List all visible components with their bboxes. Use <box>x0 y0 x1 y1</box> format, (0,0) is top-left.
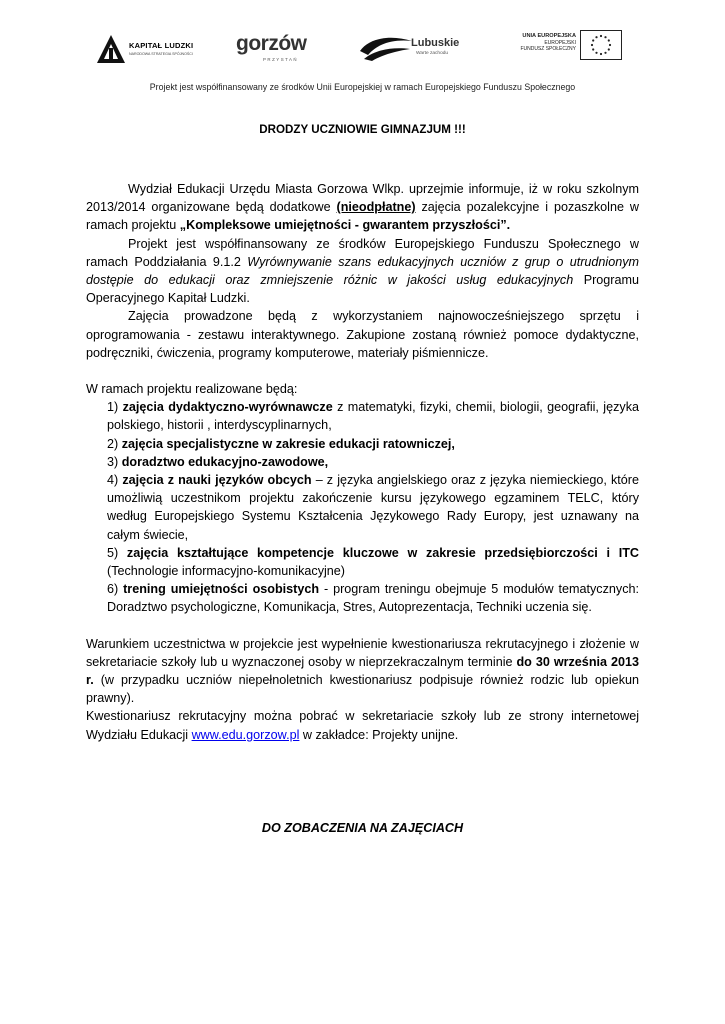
participation-conditions <box>86 635 639 708</box>
closing-line: DO ZOBACZENIA NA ZAJĘCIACH <box>261 821 464 835</box>
item-details: – z języka angielskiego oraz z języka niemieckiego, które umożliwią uczestnikom projektu zakończenie kursu językowego egzaminem TELC, który według Europejskiego Systemu Kształcenia Językowego Rady Europy, jest uznawany na całym świecie, <box>107 473 640 542</box>
list-item <box>86 580 639 616</box>
intro-text-a: Wydział Edukacji Urzędu Miasta Gorzowa Wlkp. uprzejmie informuje, iż w roku szkolnym 2013/2014 organizowane będą dodatkowe <box>86 182 639 215</box>
unia-line3: FUNDUSZ SPOŁECZNY <box>520 46 576 53</box>
list-item <box>86 471 639 544</box>
gorzow-title: gorzów <box>236 32 307 55</box>
conditions-text-c: (w przypadku uczniów niepełnoletnich kwestionariusz podpisuje również rodzic lub opiekun prawny). <box>86 673 639 706</box>
funding-paragraph <box>86 235 639 308</box>
conditions-text-a: Warunkiem uczestnictwa w projekcie jest wypełnienie kwestionariusza rekrutacyjnego i złożenie w sekretariacie szkoły lub u wyznaczonej osoby w nieprzekraczalnym terminie <box>86 636 639 669</box>
item-number: 2) <box>107 436 122 451</box>
equipment-paragraph: Zajęcia prowadzone będą z wykorzystaniem najnowocześniejszego sprzętu i oprogramowania - zestawu interaktywnego. Zakupione zostaną również pomoce dydaktyczne, podręczniki, ćwiczenia, programy komputerowe, materiały piśmiennicze. <box>86 309 639 360</box>
item-title: zajęcia z nauki języków obcych <box>122 473 312 488</box>
item-details: - program treningu obejmuje 5 modułów tematycznych: Doradztwo psychologiczne, Komunikacja, Stres, Autoprezentacja, Techniki uczenia się. <box>107 582 639 615</box>
document-body <box>86 180 639 744</box>
eu-flag-icon <box>580 30 622 60</box>
page-title: DRODZY UCZNIOWIE GIMNAZJUM !!! <box>259 123 466 136</box>
lubuskie-title: Lubuskie <box>411 37 460 49</box>
kapital-ludzki-emblem-icon <box>96 34 126 64</box>
funding-text-a: Projekt jest współfinansowany ze środków Europejskiego Funduszu Społecznego w ramach Poddziałania 9.1.2 <box>86 236 639 269</box>
download-text-a: Kwestionariusz rekrutacyjny można pobrać w sekretariacie szkoły lub ze strony internetowej Wydziału Edukacji <box>86 709 639 742</box>
activities-list <box>86 398 639 616</box>
item-number: 6) <box>107 582 124 597</box>
unia-line1: UNIA EUROPEJSKA <box>522 33 576 39</box>
item-number: 3) <box>107 454 122 469</box>
intro-paragraph <box>86 180 639 235</box>
subaction-name: Wyrównywanie szans edukacyjnych uczniów z grup o utrudnionym dostępie do edukacji oraz zmniejszenie różnic w jakości usług edukacyjnych <box>86 254 639 288</box>
unia-europejska-logo <box>498 30 622 68</box>
website-link[interactable]: www.edu.gorzow.pl <box>191 727 300 742</box>
free-of-charge-note: (nieodpłatne) <box>336 200 416 215</box>
cofinancing-note: Projekt jest współfinansowany ze środków Unii Europejskiej w ramach Europejskiego Funduszu Społecznego <box>149 82 576 92</box>
item-number: 4) <box>107 473 123 488</box>
download-info <box>86 707 639 743</box>
item-title: zajęcia specjalistyczne w zakresie edukacji ratowniczej, <box>121 436 455 451</box>
item-number: 5) <box>107 545 127 560</box>
item-number: 1) <box>107 400 123 415</box>
unia-europejska-text <box>520 33 576 53</box>
project-name: „Kompleksowe umiejętności - gwarantem przyszłości”. <box>179 218 511 233</box>
logo-bar <box>96 30 622 68</box>
item-title: zajęcia kształtujące kompetencje kluczowe w zakresie przedsiębiorczości i ITC <box>126 545 640 560</box>
item-title: doradztwo edukacyjno-zawodowe, <box>121 454 329 469</box>
kapital-ludzki-logo <box>96 30 206 68</box>
item-details: (Technologie informacyjno-komunikacyjne) <box>107 564 345 579</box>
list-item <box>86 435 639 453</box>
kapital-ludzki-title: KAPITAŁ LUDZKI <box>129 41 194 50</box>
lubuskie-logo <box>358 30 468 68</box>
list-item <box>86 453 639 471</box>
item-title: zajęcia dydaktyczno-wyrównawcze <box>122 400 333 415</box>
lubuskie-wave-icon <box>358 33 414 63</box>
lubuskie-subtitle: Warte zachodu <box>416 51 449 56</box>
list-item <box>86 544 639 580</box>
deadline: do 30 września 2013 r. <box>86 654 639 688</box>
download-text-c: w zakładce: Projekty unijne. <box>299 727 459 742</box>
list-item <box>86 398 639 434</box>
gorzow-subtitle: PRZYSTAŃ <box>263 57 299 62</box>
item-title: trening umiejętności osobistych <box>123 582 320 597</box>
list-intro: W ramach projektu realizowane będą: <box>86 382 298 397</box>
funding-text-c: Programu Operacyjnego Kapitał Ludzki. <box>86 273 639 306</box>
item-details: z matematyki, fizyki, chemii, biologii, geografii, języka polskiego, historii , interdyscyplinarnych, <box>107 400 639 433</box>
kapital-ludzki-subtitle: NARODOWA STRATEGIA SPÓJNOŚCI <box>129 52 193 56</box>
gorzow-logo <box>236 30 318 68</box>
unia-line2: EUROPEJSKI <box>544 39 576 46</box>
intro-text-c: zajęcia pozalekcyjne i pozaszkolne w ramach projektu <box>86 200 639 233</box>
